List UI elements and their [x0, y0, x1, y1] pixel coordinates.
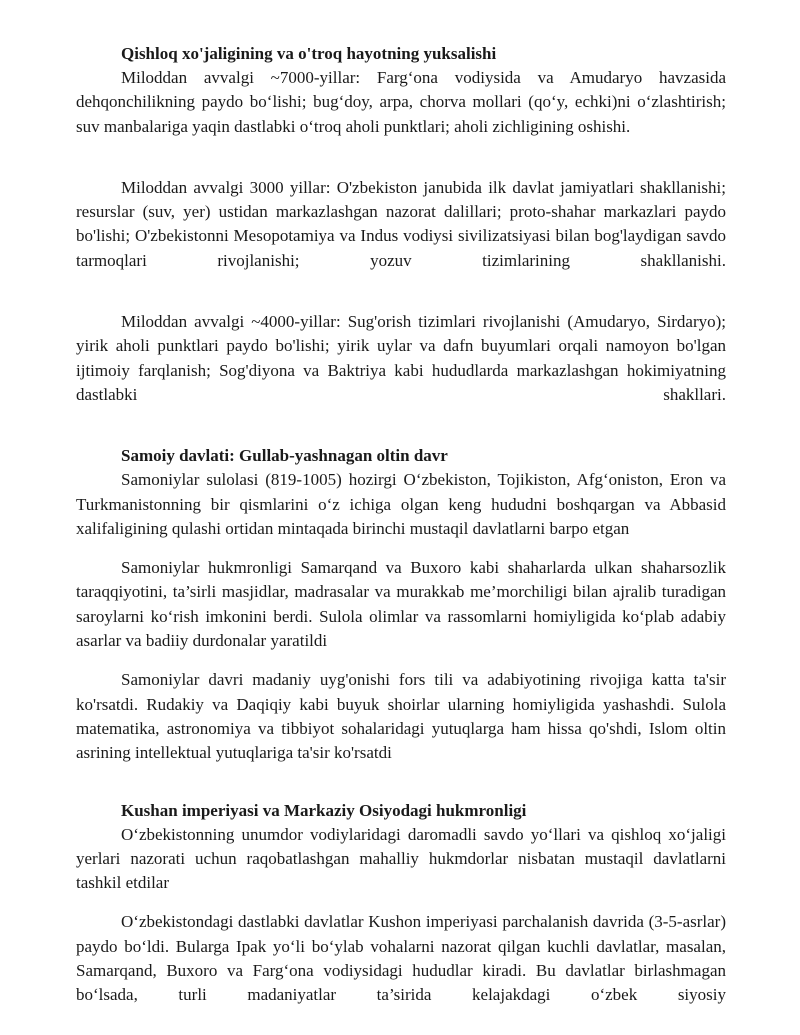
- paragraph-3000bc: Miloddan avvalgi 3000 yillar: O'zbekiston janubida ilk davlat jamiyatlari shakllanishi; resurslar (suv, yer) ustidan markazlashgan nazorat dalillari; proto-shahar markazlari paydo bo'lishi; O'zbekistonni Mesopotamiya va Indus vodiysi sivilizatsiyasi bilan bog'laydigan savdo tarmoqlari rivojlanishi; yozuv tizimlarining shakllanishi.: [76, 177, 726, 270]
- section-heading-kushan: Kushan imperiyasi va Markaziy Osiyodagi hukmronligi: [121, 800, 527, 820]
- paragraph-7000bc: Miloddan avvalgi ~7000-yillar: Farg‘ona vodiysida va Amudaryo havzasida dehqonchilikning paydo bo‘lishi; bug‘doy, arpa, chorva mollari (qo‘y, echki)ni o‘zlashtirish; suv manbalariga yaqin dastlabki o‘troq aholi punktlari; aholi zichligining oshishi.: [76, 68, 726, 136]
- paragraph-kushan-rulers: O‘zbekistonning unumdor vodiylaridagi daromadli savdo yo‘llari va qishloq xo‘jaligi yerlari nazorati uchun raqobatlashgan mahalliy hukmdorlar nisbatan mustaqil davlatlarni tashkil etdilar: [76, 824, 726, 893]
- paragraph-4000bc: Miloddan avvalgi ~4000-yillar: Sug'orish tizimlari rivojlanishi (Amudaryo, Sirdaryo); yirik aholi punktlari paydo bo'lishi; yirik uylar va dafn buyumlari orqali namoyon bo'lgan ijtimoiy farqlanish; Sog'diyona va Baktriya kabi hududlarda markazlashgan hokimiyatning dastlabki shakllari.: [76, 312, 726, 404]
- paragraph-samanid-dynasty: Samoniylar sulolasi (819-1005) hozirgi O‘zbekiston, Tojikiston, Afg‘oniston, Eron va Turkmanistonning bir qismlarini o‘z ichiga olgan keng hududni boshqargan va Abbasid xalifaligining qulashi ortidan mintaqada birinchi mustaqil davlatlarni barpo etgan: [76, 470, 726, 538]
- paragraph-kushan-states: O‘zbekistondagi dastlabki davlatlar Kushon imperiyasi parchalanish davrida (3-5-asrlar) paydo bo‘ldi. Bularga Ipak yo‘li bo‘ylab vohalarni nazorat qilgan kuchli davlatlar, masalan, Samarqand, Buxoro va Farg‘ona vodiysidagi hududlar kiradi. Bu davlatlar birlashmagan bo‘lsada, turli madaniyatlar ta’sirida kelajakdagi o‘zbek siyosiy: [76, 912, 726, 1005]
- section-heading-samanid: Samoiy davlati: Gullab-yashnagan oltin davr: [121, 446, 448, 466]
- paragraph-samanid-culture: Samoniylar davri madaniy uyg'onishi fors tili va adabiyotining rivojiga katta ta'sir ko'rsatdi. Rudakiy va Daqiqiy kabi buyuk shoirlar ularning homiyligida yashashdi. Sulola matematika, astronomiya va tibbiyot sohalaridagi yutuqlarga ham hissa qo'shdi, Islom oltin asrining intellektual yutuqlariga ta'sir ko'rsatdi: [76, 670, 726, 763]
- paragraph-samanid-urban: Samoniylar hukmronligi Samarqand va Buxoro kabi shaharlarda ulkan shaharsozlik taraqqiyotini, ta’sirli masjidlar, madrasalar va murakkab me’morchiligi bilan ajralib turadigan saroylarni ko‘rish imkonini berdi. Sulola olimlar va rassomlarni homiyligida ko‘plab adabiy asarlar va badiiy durdonalar yaratildi: [76, 558, 726, 651]
- document-page: [76, 42, 726, 1008]
- section-heading-agriculture: Qishloq xo'jaligining va o'troq hayotning yuksalishi: [121, 44, 497, 63]
